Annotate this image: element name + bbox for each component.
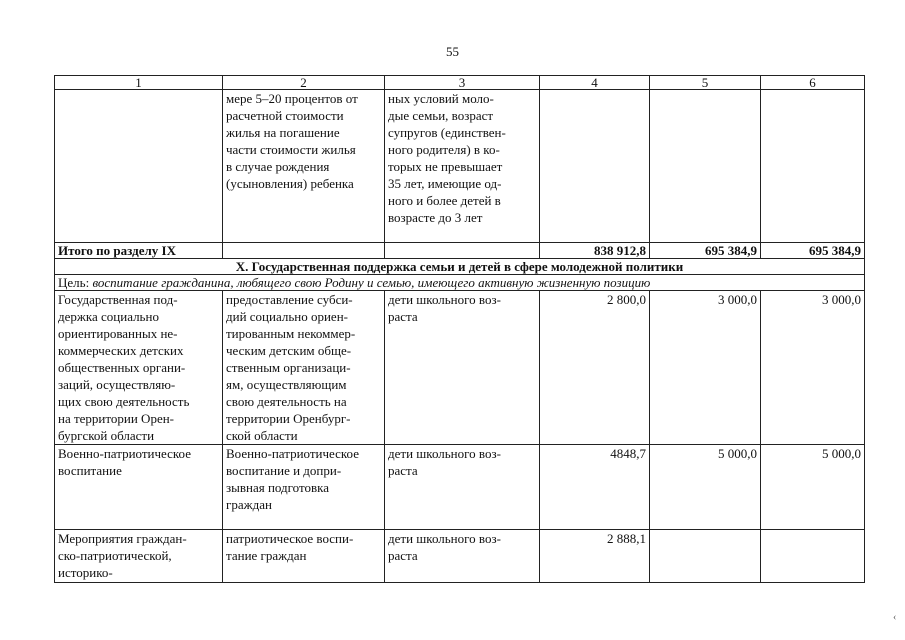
goal-row (55, 275, 865, 291)
goal-label: Цель: (58, 275, 90, 290)
cell-name: Военно-патриотическое воспитание (55, 445, 223, 530)
cell-measure: предоставление субси- дий социально ориен- тированным некоммер- ческим детским обще- ственным организаци- ям, осуществляющим свою деятельность на территории Оренбург- ской области (223, 291, 385, 445)
cell-value-year-2 (650, 530, 761, 583)
cell-value-year-3 (761, 530, 865, 583)
cell-value-year-3: 3 000,0 (761, 291, 865, 445)
column-header-1: 1 (55, 76, 223, 90)
column-header-6: 6 (761, 76, 865, 90)
cell-value-year-1: 2 888,1 (540, 530, 650, 583)
table-row (55, 291, 865, 445)
section-title-row (55, 259, 865, 275)
cell-value-year-2: 5 000,0 (650, 445, 761, 530)
total-value-year-1: 838 912,8 (540, 243, 650, 259)
cell-recipients: дети школьного воз- раста (385, 291, 540, 445)
cell-recipients: ных условий моло- дые семьи, возраст супругов (единствен- ного родителя) в ко- торых не превышает 35 лет, имеющие од- ного и более детей в возрасте до 3 лет (385, 90, 540, 243)
total-value-year-2: 695 384,9 (650, 243, 761, 259)
column-header-3: 3 (385, 76, 540, 90)
table-row-continued (55, 90, 865, 243)
total-value-year-3: 695 384,9 (761, 243, 865, 259)
cell-measure: патриотическое воспи- тание граждан (223, 530, 385, 583)
table-row-total (55, 243, 865, 259)
cell-value-year-1 (540, 90, 650, 243)
column-header-2: 2 (223, 76, 385, 90)
cell-value-year-2: 3 000,0 (650, 291, 761, 445)
cell-empty (223, 243, 385, 259)
cell-name: Мероприятия граждан- ско-патриотической, историко- (55, 530, 223, 583)
total-label: Итого по разделу IX (55, 243, 223, 259)
table-header-row (55, 76, 865, 90)
section-title: X. Государственная поддержка семьи и детей в сфере молодежной политики (55, 259, 865, 275)
page-number: 55 (446, 44, 459, 59)
cell-empty (385, 243, 540, 259)
cell-measure: Военно-патриотическое воспитание и допри- зывная подготовка граждан (223, 445, 385, 530)
cell-recipients: дети школьного воз- раста (385, 530, 540, 583)
cell-value-year-3: 5 000,0 (761, 445, 865, 530)
table-row (55, 530, 865, 583)
cell-measure: мере 5–20 процентов от расчетной стоимости жилья на погашение части стоимости жилья в случае рождения (усыновления) ребенка (223, 90, 385, 243)
margin-mark: ‹ (893, 612, 897, 623)
cell-name: Государственная под- держка социально ориентированных не- коммерческих детских общественных органи- заций, осуществляю- щих свою деятельность на территории Орен- бургской области (55, 291, 223, 445)
table-row (55, 445, 865, 530)
cell-value-year-2 (650, 90, 761, 243)
cell-value-year-1: 4848,7 (540, 445, 650, 530)
column-header-5: 5 (650, 76, 761, 90)
section-goal (55, 275, 865, 291)
cell-value-year-1: 2 800,0 (540, 291, 650, 445)
column-header-4: 4 (540, 76, 650, 90)
cell-name (55, 90, 223, 243)
budget-table (54, 75, 865, 583)
goal-text: воспитание гражданина, любящего свою Родину и семью, имеющего активную жизненную позицию (92, 275, 651, 290)
cell-recipients: дети школьного воз- раста (385, 445, 540, 530)
cell-value-year-3 (761, 90, 865, 243)
